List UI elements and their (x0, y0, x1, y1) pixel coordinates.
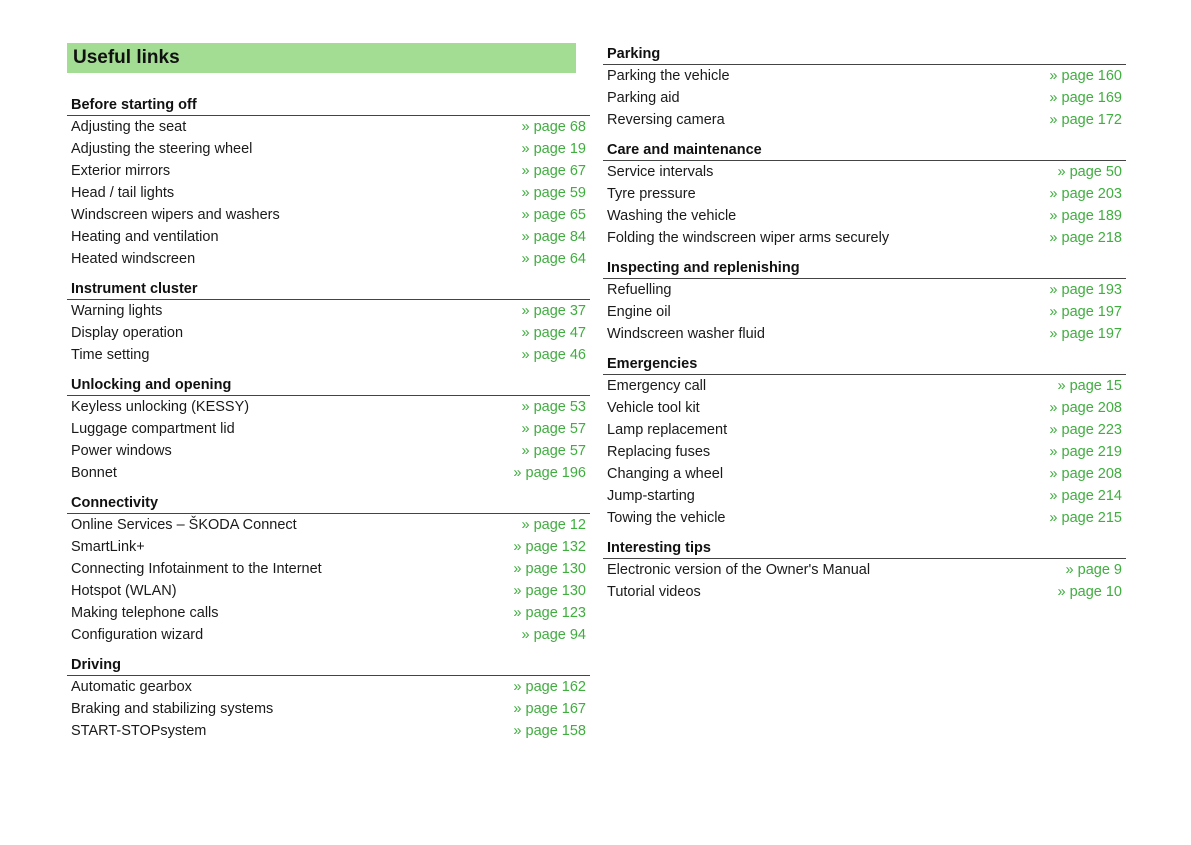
link-row-folding-the-windscreen-wiper-arms-securely[interactable] (603, 227, 1126, 249)
link-row-windscreen-washer-fluid[interactable] (603, 323, 1126, 345)
link-row-display-operation[interactable] (67, 322, 590, 344)
link-label: Engine oil (607, 304, 671, 320)
link-label: Bonnet (71, 465, 117, 481)
link-label: Heated windscreen (71, 251, 196, 267)
link-row-heated-windscreen[interactable] (67, 248, 590, 270)
link-row-configuration-wizard[interactable] (67, 624, 590, 646)
section-emergencies (603, 353, 1126, 529)
page-reference-link[interactable]: » page 46 (521, 347, 586, 363)
link-label: Parking aid (607, 90, 680, 106)
page-reference-link[interactable]: » page 189 (1049, 208, 1122, 224)
link-row-power-windows[interactable] (67, 440, 590, 462)
section-heading: Driving (67, 654, 590, 676)
right-column (603, 43, 1126, 611)
link-row-smartlink[interactable] (67, 536, 590, 558)
page-reference-link[interactable]: » page 64 (521, 251, 586, 267)
link-label: Hotspot (WLAN) (71, 583, 177, 599)
page-reference-link[interactable]: » page 208 (1049, 466, 1122, 482)
page-reference-link[interactable]: » page 197 (1049, 326, 1122, 342)
page-reference-link[interactable]: » page 12 (521, 517, 586, 533)
link-label: Online Services – ŠKODA Connect (71, 517, 297, 533)
page-reference-link[interactable]: » page 68 (521, 119, 586, 135)
link-row-replacing-fuses[interactable] (603, 441, 1126, 463)
page-reference-link[interactable]: » page 167 (513, 701, 586, 717)
link-row-adjusting-the-seat[interactable] (67, 116, 590, 138)
link-label: Jump-starting (607, 488, 695, 504)
link-row-connecting-infotainment-to-the-internet[interactable] (67, 558, 590, 580)
page-reference-link[interactable]: » page 215 (1049, 510, 1122, 526)
link-row-hotspot-wlan[interactable] (67, 580, 590, 602)
link-row-jump-starting[interactable] (603, 485, 1126, 507)
link-label: Connecting Infotainment to the Internet (71, 561, 322, 577)
page-reference-link[interactable]: » page 130 (513, 583, 586, 599)
page-reference-link[interactable]: » page 223 (1049, 422, 1122, 438)
link-row-refuelling[interactable] (603, 279, 1126, 301)
link-label: Head / tail lights (71, 185, 175, 201)
page-reference-link[interactable]: » page 193 (1049, 282, 1122, 298)
link-row-luggage-compartment-lid[interactable] (67, 418, 590, 440)
link-label: Keyless unlocking (KESSY) (71, 399, 250, 415)
section-unlocking-and-opening (67, 374, 590, 484)
page-reference-link[interactable]: » page 172 (1049, 112, 1122, 128)
section-heading: Before starting off (67, 94, 590, 116)
link-label: Washing the vehicle (607, 208, 737, 224)
link-row-keyless-unlocking-kessy[interactable] (67, 396, 590, 418)
link-label: Changing a wheel (607, 466, 724, 482)
link-label: Adjusting the steering wheel (71, 141, 253, 157)
link-row-changing-a-wheel[interactable] (603, 463, 1126, 485)
page-reference-link[interactable]: » page 65 (521, 207, 586, 223)
section-heading: Unlocking and opening (67, 374, 590, 396)
link-row-parking-aid[interactable] (603, 87, 1126, 109)
section-interesting-tips (603, 537, 1126, 603)
page-reference-link[interactable]: » page 158 (513, 723, 586, 739)
page-reference-link[interactable]: » page 15 (1057, 378, 1122, 394)
page-reference-link[interactable]: » page 67 (521, 163, 586, 179)
link-label: Refuelling (607, 282, 672, 298)
link-row-online-services-koda-connect[interactable] (67, 514, 590, 536)
link-row-warning-lights[interactable] (67, 300, 590, 322)
link-row-parking-the-vehicle[interactable] (603, 65, 1126, 87)
link-label: Windscreen wipers and washers (71, 207, 280, 223)
section-parking (603, 43, 1126, 131)
link-label: Configuration wizard (71, 627, 204, 643)
link-label: Reversing camera (607, 112, 725, 128)
link-label: Power windows (71, 443, 172, 459)
page-reference-link[interactable]: » page 94 (521, 627, 586, 643)
page-reference-link[interactable]: » page 47 (521, 325, 586, 341)
page-reference-link[interactable]: » page 208 (1049, 400, 1122, 416)
link-row-emergency-call[interactable] (603, 375, 1126, 397)
page-reference-link[interactable]: » page 19 (521, 141, 586, 157)
link-row-making-telephone-calls[interactable] (67, 602, 590, 624)
link-label: Tyre pressure (607, 186, 696, 202)
page-reference-link[interactable]: » page 57 (521, 421, 586, 437)
page-reference-link[interactable]: » page 123 (513, 605, 586, 621)
section-connectivity (67, 492, 590, 646)
page-reference-link[interactable]: » page 37 (521, 303, 586, 319)
link-label: Adjusting the seat (71, 119, 187, 135)
section-care-and-maintenance (603, 139, 1126, 249)
link-label: Time setting (71, 347, 150, 363)
link-label: Electronic version of the Owner's Manual (607, 562, 871, 578)
link-row-lamp-replacement[interactable] (603, 419, 1126, 441)
link-row-tyre-pressure[interactable] (603, 183, 1126, 205)
page-title: Useful links (67, 43, 576, 73)
section-heading: Parking (603, 43, 1126, 65)
link-row-bonnet[interactable] (67, 462, 590, 484)
section-before-starting-off (67, 94, 590, 270)
page-reference-link[interactable]: » page 132 (513, 539, 586, 555)
page-reference-link[interactable]: » page 160 (1049, 68, 1122, 84)
link-label: Replacing fuses (607, 444, 711, 460)
page-reference-link[interactable]: » page 219 (1049, 444, 1122, 460)
section-heading: Instrument cluster (67, 278, 590, 300)
link-label: Tutorial videos (607, 584, 701, 600)
link-row-tutorial-videos[interactable] (603, 581, 1126, 603)
section-heading: Care and maintenance (603, 139, 1126, 161)
link-row-time-setting[interactable] (67, 344, 590, 366)
page-reference-link[interactable]: » page 197 (1049, 304, 1122, 320)
left-column (67, 94, 590, 750)
link-row-heating-and-ventilation[interactable] (67, 226, 590, 248)
section-instrument-cluster (67, 278, 590, 366)
link-label: Display operation (71, 325, 184, 341)
page-reference-link[interactable]: » page 130 (513, 561, 586, 577)
link-label: Parking the vehicle (607, 68, 730, 84)
link-row-head-tail-lights[interactable] (67, 182, 590, 204)
section-heading: Interesting tips (603, 537, 1126, 559)
page-reference-link[interactable]: » page 214 (1049, 488, 1122, 504)
link-label: START-STOPsystem (71, 723, 207, 739)
page-reference-link[interactable]: » page 162 (513, 679, 586, 695)
page-reference-link[interactable]: » page 57 (521, 443, 586, 459)
link-row-braking-and-stabilizing-systems[interactable] (67, 698, 590, 720)
link-label: Making telephone calls (71, 605, 219, 621)
link-row-windscreen-wipers-and-washers[interactable] (67, 204, 590, 226)
page-reference-link[interactable]: » page 203 (1049, 186, 1122, 202)
link-label: Heating and ventilation (71, 229, 219, 245)
link-label: Lamp replacement (607, 422, 728, 438)
link-row-adjusting-the-steering-wheel[interactable] (67, 138, 590, 160)
link-row-engine-oil[interactable] (603, 301, 1126, 323)
section-heading: Inspecting and replenishing (603, 257, 1126, 279)
link-row-washing-the-vehicle[interactable] (603, 205, 1126, 227)
section-driving (67, 654, 590, 742)
page-reference-link[interactable]: » page 50 (1057, 164, 1122, 180)
link-label: Towing the vehicle (607, 510, 726, 526)
link-row-towing-the-vehicle[interactable] (603, 507, 1126, 529)
link-row-automatic-gearbox[interactable] (67, 676, 590, 698)
page-reference-link[interactable]: » page 9 (1065, 562, 1122, 578)
page-reference-link[interactable]: » page 169 (1049, 90, 1122, 106)
link-row-start-stopsystem[interactable] (67, 720, 590, 742)
link-label: Folding the windscreen wiper arms securely (607, 230, 890, 246)
link-label: Emergency call (607, 378, 707, 394)
link-label: SmartLink+ (71, 539, 145, 555)
link-row-reversing-camera[interactable] (603, 109, 1126, 131)
link-label: Warning lights (71, 303, 163, 319)
page-reference-link[interactable]: » page 53 (521, 399, 586, 415)
link-label: Automatic gearbox (71, 679, 192, 695)
link-label: Windscreen washer fluid (607, 326, 765, 342)
link-label: Exterior mirrors (71, 163, 171, 179)
link-row-vehicle-tool-kit[interactable] (603, 397, 1126, 419)
link-label: Vehicle tool kit (607, 400, 700, 416)
section-heading: Connectivity (67, 492, 590, 514)
link-row-exterior-mirrors[interactable] (67, 160, 590, 182)
link-label: Braking and stabilizing systems (71, 701, 274, 717)
link-label: Luggage compartment lid (71, 421, 235, 437)
link-row-electronic-version-of-the-owner-s-manual[interactable] (603, 559, 1126, 581)
section-inspecting-and-replenishing (603, 257, 1126, 345)
page-reference-link[interactable]: » page 196 (513, 465, 586, 481)
page-reference-link[interactable]: » page 84 (521, 229, 586, 245)
link-label: Service intervals (607, 164, 714, 180)
page-reference-link[interactable]: » page 59 (521, 185, 586, 201)
link-row-service-intervals[interactable] (603, 161, 1126, 183)
page-reference-link[interactable]: » page 218 (1049, 230, 1122, 246)
page-reference-link[interactable]: » page 10 (1057, 584, 1122, 600)
section-heading: Emergencies (603, 353, 1126, 375)
